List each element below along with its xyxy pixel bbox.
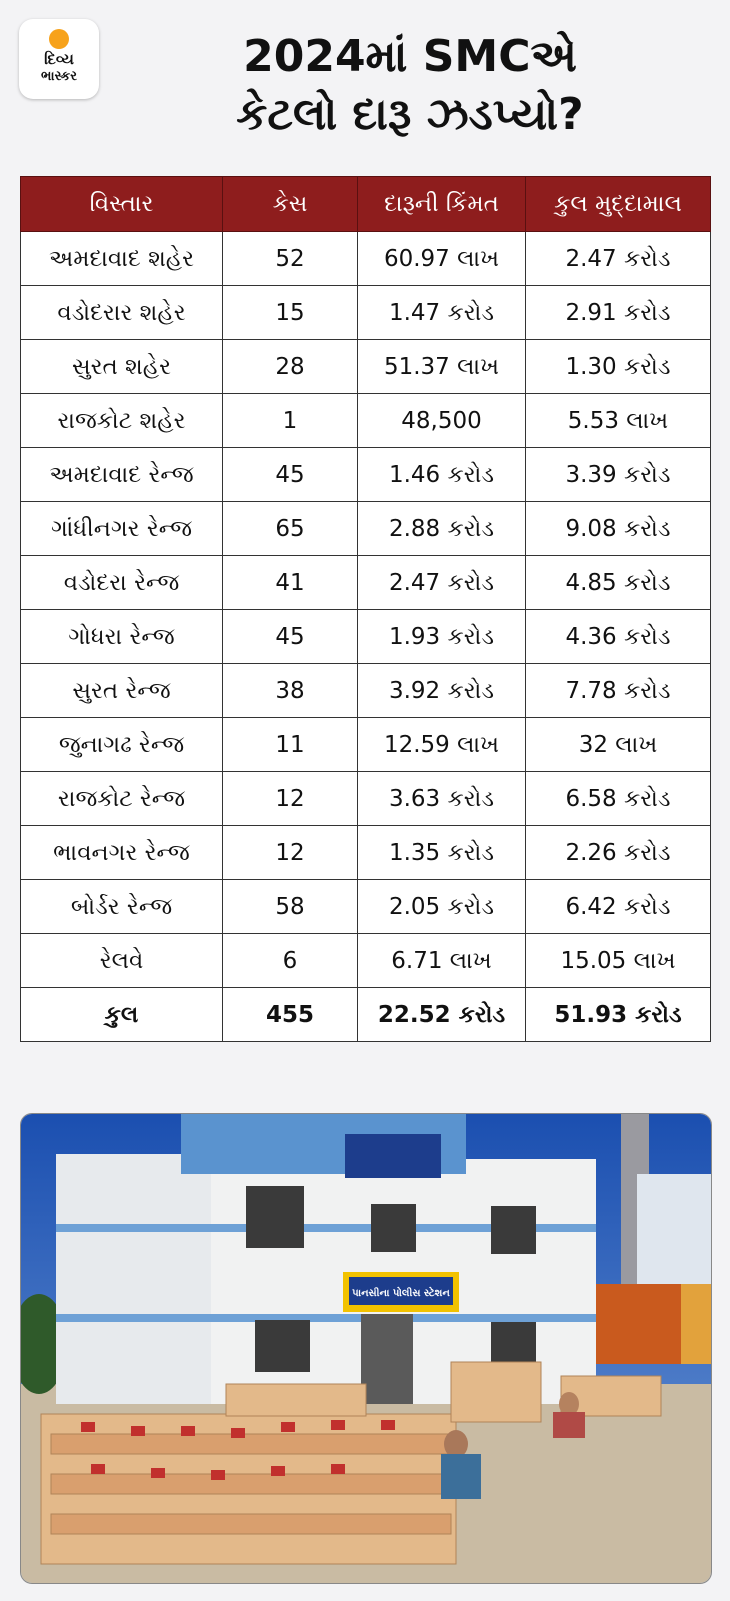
cell-cases: 65 xyxy=(223,502,358,556)
cell-liquor-value: 2.47 કરોડ xyxy=(358,556,526,610)
cell-total-seized: 5.53 લાખ xyxy=(526,394,711,448)
seizure-table xyxy=(20,176,711,1042)
table-row xyxy=(21,556,711,610)
cell-cases: 52 xyxy=(223,232,358,286)
cell-total-seized: 3.39 કરોડ xyxy=(526,448,711,502)
cell-total-seized: 4.85 કરોડ xyxy=(526,556,711,610)
police-station-photo xyxy=(20,1113,712,1584)
cell-liquor-value: 1.46 કરોડ xyxy=(358,448,526,502)
cell-total-seized: 6.42 કરોડ xyxy=(526,880,711,934)
table-row xyxy=(21,826,711,880)
cell-total-seized: 4.36 કરોડ xyxy=(526,610,711,664)
cell-cases: 1 xyxy=(223,394,358,448)
cell-liquor-value: 6.71 લાખ xyxy=(358,934,526,988)
cell-cases: 15 xyxy=(223,286,358,340)
table-row xyxy=(21,718,711,772)
table-row xyxy=(21,232,711,286)
cell-total-seized: 6.58 કરોડ xyxy=(526,772,711,826)
table-row xyxy=(21,664,711,718)
cell-cases: 45 xyxy=(223,610,358,664)
cell-area: જુનાગઢ રેન્જ xyxy=(21,718,223,772)
cell-area: સુરત રેન્જ xyxy=(21,664,223,718)
table-total-row xyxy=(21,988,711,1042)
cell-liquor-value: 3.92 કરોડ xyxy=(358,664,526,718)
header-area: વિસ્તાર xyxy=(21,177,223,232)
cell-cases: 45 xyxy=(223,448,358,502)
cell-cases: 38 xyxy=(223,664,358,718)
table-row xyxy=(21,880,711,934)
cell-area: વડોદરા રેન્જ xyxy=(21,556,223,610)
table-row xyxy=(21,772,711,826)
cell-cases: 6 xyxy=(223,934,358,988)
cell-liquor-value: 48,500 xyxy=(358,394,526,448)
cell-total-seized: 2.91 કરોડ xyxy=(526,286,711,340)
total-total-seized: 51.93 કરોડ xyxy=(526,988,711,1042)
cell-area: અમદાવાદ શહેર xyxy=(21,232,223,286)
police-station-image xyxy=(21,1114,711,1583)
divya-bhaskar-logo xyxy=(19,19,99,99)
cell-total-seized: 1.30 કરોડ xyxy=(526,340,711,394)
table-header-row xyxy=(21,177,711,232)
cell-area: રેલવે xyxy=(21,934,223,988)
total-liquor-value: 22.52 કરોડ xyxy=(358,988,526,1042)
title-line1: 2024માં SMCએ xyxy=(243,31,577,82)
cell-cases: 12 xyxy=(223,772,358,826)
cell-area: રાજકોટ શહેર xyxy=(21,394,223,448)
table-row xyxy=(21,448,711,502)
table-row xyxy=(21,610,711,664)
cell-liquor-value: 1.35 કરોડ xyxy=(358,826,526,880)
cell-area: વડોદરાર શહેર xyxy=(21,286,223,340)
cell-liquor-value: 3.63 કરોડ xyxy=(358,772,526,826)
cell-area: રાજકોટ રેન્જ xyxy=(21,772,223,826)
station-sign-text: પાનસીના પોલીસ સ્ટેશન xyxy=(352,1288,450,1299)
cell-area: ભાવનગર રેન્જ xyxy=(21,826,223,880)
page-title xyxy=(130,28,690,144)
cell-liquor-value: 2.05 કરોડ xyxy=(358,880,526,934)
total-area: કુલ xyxy=(21,988,223,1042)
cell-cases: 58 xyxy=(223,880,358,934)
cell-liquor-value: 2.88 કરોડ xyxy=(358,502,526,556)
cell-cases: 41 xyxy=(223,556,358,610)
cell-liquor-value: 1.93 કરોડ xyxy=(358,610,526,664)
logo-text-line2: ભાસ્કર xyxy=(41,69,77,84)
title-line2: કેટલો દારૂ ઝડપ્યો? xyxy=(236,89,584,140)
table-row xyxy=(21,286,711,340)
sun-icon xyxy=(49,29,69,49)
cell-total-seized: 7.78 કરોડ xyxy=(526,664,711,718)
cell-total-seized: 2.47 કરોડ xyxy=(526,232,711,286)
cell-total-seized: 9.08 કરોડ xyxy=(526,502,711,556)
total-cases: 455 xyxy=(223,988,358,1042)
cell-total-seized: 15.05 લાખ xyxy=(526,934,711,988)
cell-area: ગાંધીનગર રેન્જ xyxy=(21,502,223,556)
logo-text-line1: દિવ્ય xyxy=(44,50,74,68)
cell-area: સુરત શહેર xyxy=(21,340,223,394)
table-row xyxy=(21,340,711,394)
table-row xyxy=(21,502,711,556)
cell-liquor-value: 51.37 લાખ xyxy=(358,340,526,394)
cell-cases: 11 xyxy=(223,718,358,772)
cell-cases: 28 xyxy=(223,340,358,394)
header-liquor-value: દારૂની કિંમત xyxy=(358,177,526,232)
cell-area: ગોધરા રેન્જ xyxy=(21,610,223,664)
cell-total-seized: 32 લાખ xyxy=(526,718,711,772)
cell-total-seized: 2.26 કરોડ xyxy=(526,826,711,880)
cell-area: બોર્ડર રેન્જ xyxy=(21,880,223,934)
cell-liquor-value: 60.97 લાખ xyxy=(358,232,526,286)
table-row xyxy=(21,934,711,988)
cell-liquor-value: 1.47 કરોડ xyxy=(358,286,526,340)
cell-liquor-value: 12.59 લાખ xyxy=(358,718,526,772)
header-cases: કેસ xyxy=(223,177,358,232)
table-row xyxy=(21,394,711,448)
cell-cases: 12 xyxy=(223,826,358,880)
header-total-seized: કુલ મુદ્દામાલ xyxy=(526,177,711,232)
cell-area: અમદાવાદ રેન્જ xyxy=(21,448,223,502)
